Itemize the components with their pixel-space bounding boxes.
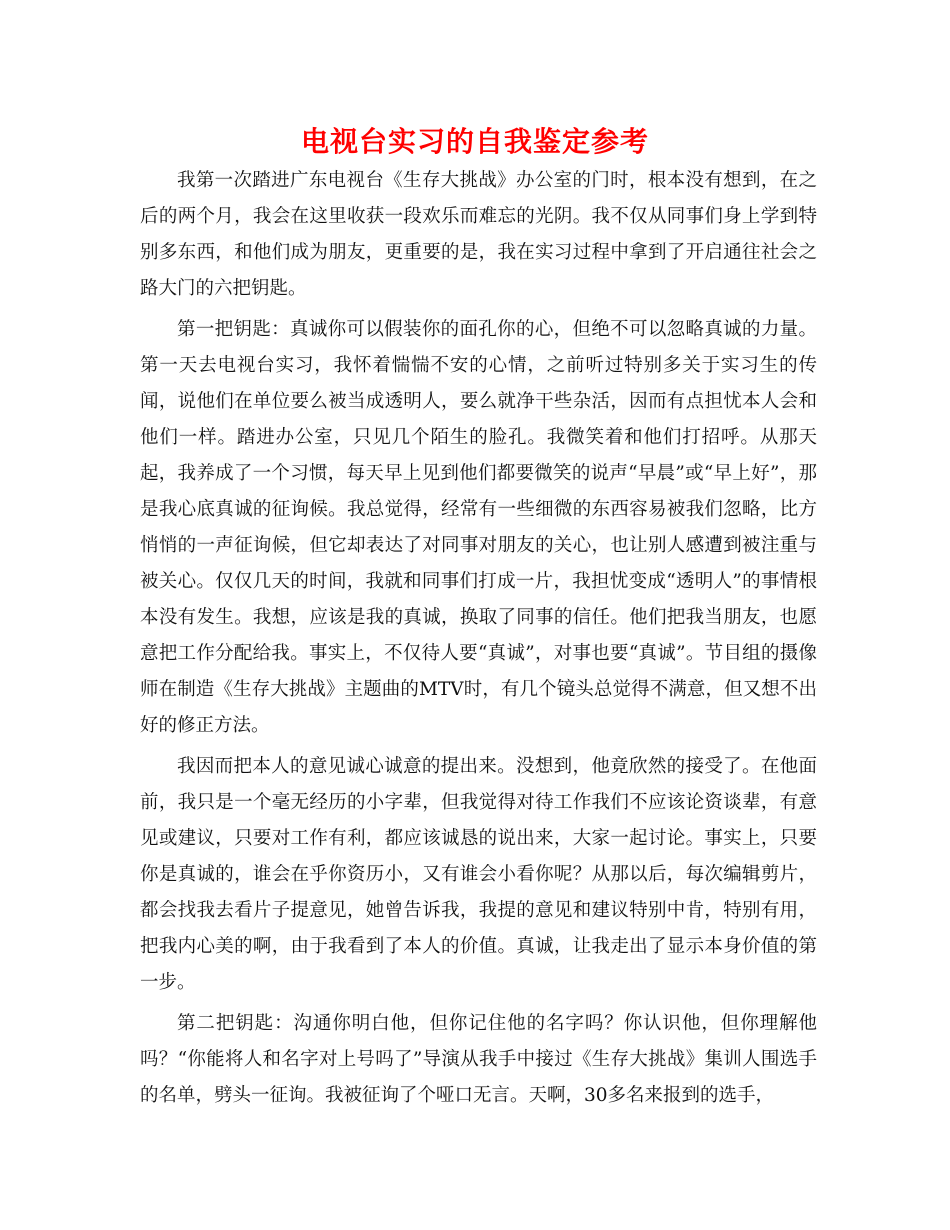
document-body (140, 163, 817, 1119)
paragraph: 我第一次踏进广东电视台《生存大挑战》办公室的门时，根本没有想到，在之后的两个月，我会在这里收获一段欢乐而难忘的光阴。我不仅从同事们身上学到特别多东西，和他们成为朋友，更重要的是，我在实习过程中拿到了开启通往社会之路大门的六把钥匙。 (140, 170, 817, 299)
paragraph: 第二把钥匙：沟通你明白他，但你记住他的名字吗？你认识他，但你理解他吗？“你能将人和名字对上号吗了”导演从我手中接过《生存大挑战》集训人围选手的名单，劈头一征询。我被征询了个哑口无言。天啊，30多名来报到的选手， (140, 1013, 817, 1106)
document-title: 电视台实习的自我鉴定参考 (300, 125, 649, 158)
paragraph: 第一把钥匙：真诚你可以假装你的面孔你的心，但绝不可以忽略真诚的力量。第一天去电视台实习，我怀着惴惴不安的心情，之前听过特别多关于实习生的传闻，说他们在单位要么被当成透明人，要么就净干些杂活，因而有点担忧本人会和他们一样。踏进办公室，只见几个陌生的脸孔。我微笑着和他们打招呼。从那天起，我养成了一个习惯，每天早上见到他们都要微笑的说声“早晨”或“早上好”，那是我心底真诚的征询候。我总觉得，经常有一些细微的东西容易被我们忽略，比方悄悄的一声征询候，但它却表达了对同事对朋友的关心，也让别人感遭到被注重与被关心。仅仅几天的时间，我就和同事们打成一片，我担忧变成“透明人”的事情根本没有发生。我想，应该是我的真诚，换取了同事的信任。他们把我当朋友，也愿意把工作分配给我。事实上，不仅待人要“真诚”，对事也要“真诚”。节目组的摄像师在制造《生存大挑战》主题曲的MTV时，有几个镜头总觉得不满意，但又想不出好的修正方法。 (140, 319, 817, 736)
paragraph: 我因而把本人的意见诚心诚意的提出来。没想到，他竟欣然的接受了。在他面前，我只是一个毫无经历的小字辈，但我觉得对待工作我们不应该论资谈辈，有意见或建议，只要对工作有利，都应该诚恳的说出来，大家一起讨论。事实上，只要你是真诚的，谁会在乎你资历小，又有谁会小看你呢？从那以后，每次编辑剪片，都会找我去看片子提意见，她曾告诉我，我提的意见和建议特别中肯，特别有用，把我内心美的啊，由于我看到了本人的价值。真诚，让我走出了显示本身价值的第一步。 (140, 756, 817, 993)
